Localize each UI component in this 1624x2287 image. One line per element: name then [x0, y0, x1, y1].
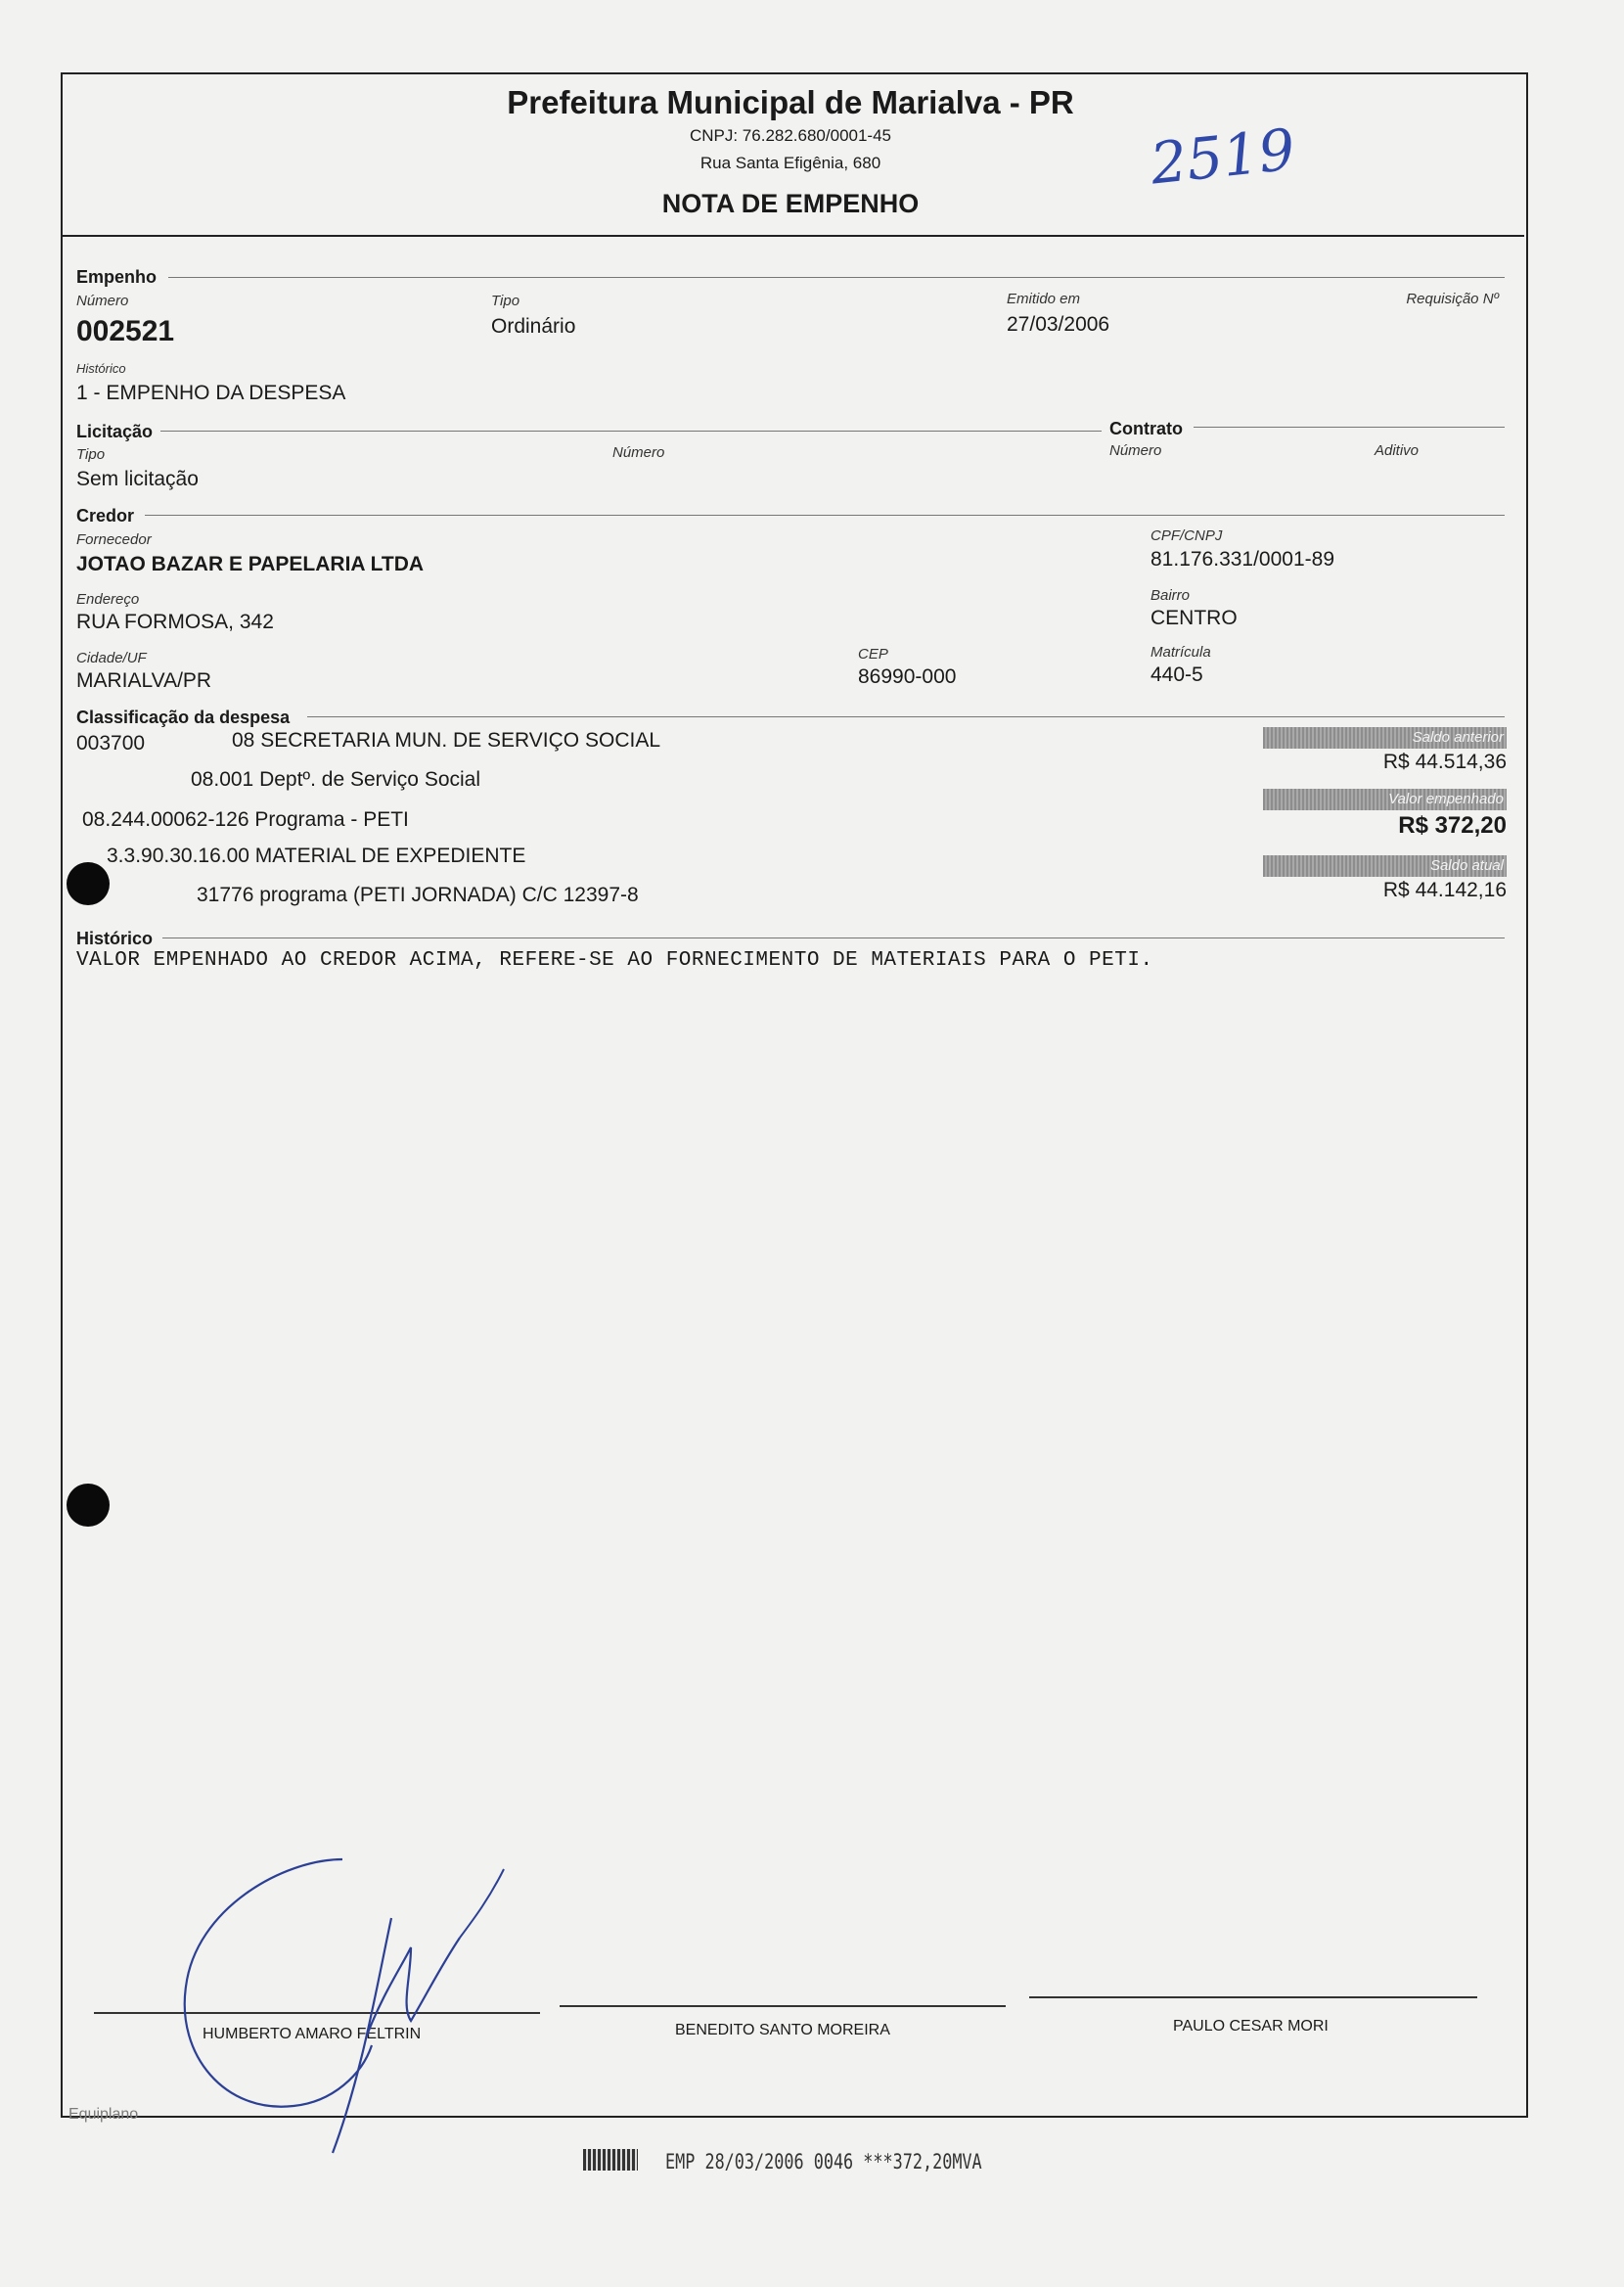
bairro-label: Bairro [1150, 587, 1191, 604]
contrato-aditivo-label: Aditivo [1375, 442, 1420, 459]
empenho-historico: 1 - EMPENHO DA DESPESA [76, 382, 346, 404]
licitacao-tipo: Sem licitação [76, 468, 199, 490]
handwritten-number: 2519 [1147, 115, 1298, 198]
empenho-tipo: Ordinário [491, 315, 576, 338]
historico-label: Histórico [76, 361, 126, 376]
classificacao-line: 08.001 Deptº. de Serviço Social [191, 768, 481, 791]
cpf-value: 81.176.331/0001-89 [1150, 548, 1335, 571]
fornecedor-label: Fornecedor [76, 531, 152, 548]
document-title: NOTA DE EMPENHO [661, 189, 920, 218]
numero-label: Número [76, 293, 129, 309]
section-rule [145, 515, 1505, 516]
emitido-label: Emitido em [1007, 291, 1081, 307]
cpf-label: CPF/CNPJ [1150, 527, 1223, 544]
saldo-anterior-value: R$ 44.514,36 [1382, 751, 1507, 773]
punch-hole [67, 1484, 110, 1527]
signature-name: PAULO CESAR MORI [1173, 2018, 1329, 2035]
municipality-title: Prefeitura Municipal de Marialva - PR [507, 84, 1074, 120]
header-divider [61, 235, 1524, 237]
cidade-value: MARIALVA/PR [76, 669, 212, 692]
software-brand: Equiplano [68, 2106, 139, 2123]
section-classificacao: Classificação da despesa [76, 708, 291, 727]
section-rule [160, 431, 1102, 432]
classificacao-line: 3.3.90.30.16.00 MATERIAL DE EXPEDIENTE [107, 845, 526, 867]
requisicao-label: Requisição Nº [1406, 291, 1499, 307]
mechanical-stamp-logo [583, 2149, 638, 2171]
matricula-label: Matrícula [1150, 644, 1211, 661]
signature-name: BENEDITO SANTO MOREIRA [675, 2022, 890, 2038]
tipo-label: Tipo [491, 293, 520, 309]
address-line: Rua Santa Efigênia, 680 [699, 154, 881, 172]
cep-value: 86990-000 [858, 665, 957, 688]
saldo-atual-value: R$ 44.142,16 [1382, 879, 1507, 901]
endereco-label: Endereço [76, 591, 140, 608]
valor-empenhado-label: Valor empenhado [1263, 789, 1507, 810]
cep-label: CEP [858, 646, 888, 663]
document-frame [61, 72, 1528, 2118]
cidade-label: Cidade/UF [76, 650, 147, 666]
empenho-number: 002521 [76, 315, 175, 347]
section-credor: Credor [76, 506, 135, 526]
cnpj-line: CNPJ: 76.282.680/0001-45 [689, 126, 892, 145]
classificacao-line: 08 SECRETARIA MUN. DE SERVIÇO SOCIAL [232, 729, 661, 752]
matricula-value: 440-5 [1150, 663, 1203, 686]
classificacao-line: 31776 programa (PETI JORNADA) C/C 12397-8 [197, 884, 639, 906]
section-empenho: Empenho [76, 267, 158, 287]
signature-line [1029, 1996, 1477, 1998]
licitacao-tipo-label: Tipo [76, 446, 106, 463]
section-historico: Histórico [76, 929, 154, 948]
emitido-date: 27/03/2006 [1007, 313, 1110, 336]
signature-name: HUMBERTO AMARO FELTRIN [203, 2026, 422, 2042]
fornecedor-name: JOTAO BAZAR E PAPELARIA LTDA [76, 553, 425, 575]
saldo-atual-label: Saldo atual [1263, 855, 1507, 877]
licitacao-numero-label: Número [612, 444, 665, 461]
contrato-numero-label: Número [1109, 442, 1162, 459]
punch-hole [67, 862, 110, 905]
section-contrato: Contrato [1109, 419, 1183, 438]
section-rule [1194, 427, 1505, 428]
valor-empenhado-value: R$ 372,20 [1398, 812, 1507, 839]
classificacao-line: 08.244.00062-126 Programa - PETI [82, 808, 409, 831]
handwritten-signature [166, 1850, 528, 2163]
bairro-value: CENTRO [1150, 607, 1238, 629]
section-licitacao: Licitação [76, 422, 154, 441]
signature-line [560, 2005, 1006, 2007]
section-rule [307, 716, 1505, 717]
classificacao-code: 003700 [76, 732, 146, 755]
historico-text: VALOR EMPENHADO AO CREDOR ACIMA, REFERE-SE AO FORNECIMENTO DE MATERIAIS PARA O PETI. [76, 949, 1153, 972]
saldo-anterior-label: Saldo anterior [1263, 727, 1507, 749]
mechanical-stamp: EMP 28/03/2006 0046 ***372,20MVA [665, 2150, 982, 2173]
section-rule [168, 277, 1505, 278]
endereco-value: RUA FORMOSA, 342 [76, 611, 274, 633]
